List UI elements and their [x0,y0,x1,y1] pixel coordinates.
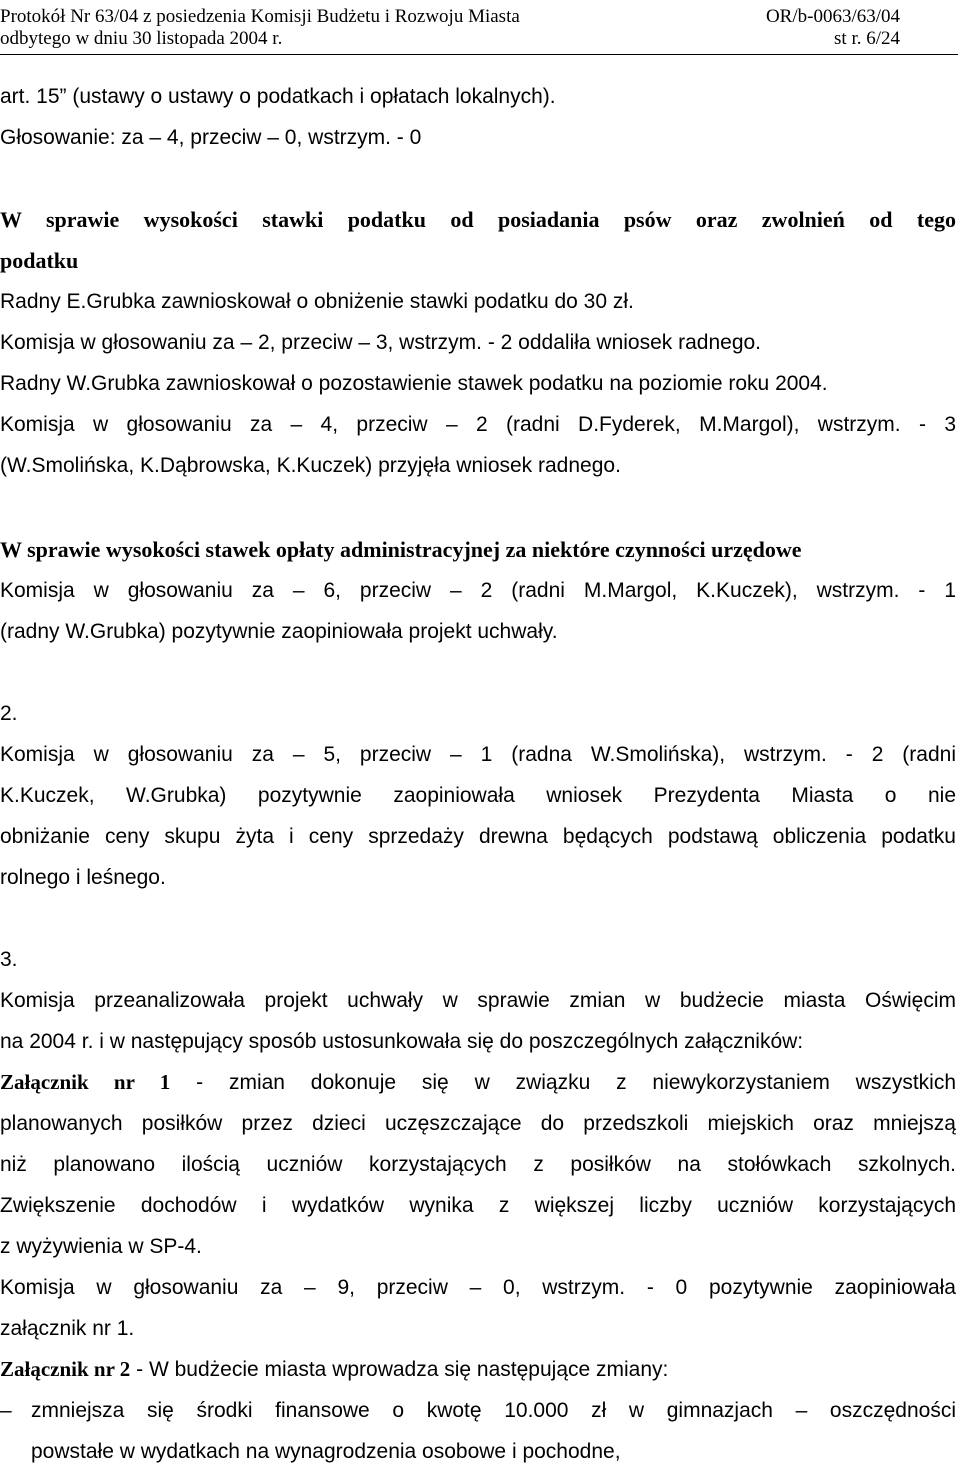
section-heading-admin-fee: W sprawie wysokości stawek opłaty administracyjnej za niektóre czynności urzędowe [0,537,802,562]
attachment-2-label: Załącznik nr 2 [0,1357,131,1381]
paragraph-art15: art. 15” (ustawy o ustawy o podatkach i opłatach lokalnych). [0,85,556,108]
attachment-1-line4: Zwiększenie dochodów i wydatków wynika z większej liczby uczniów korzystających [0,1194,956,1217]
vote-result-6-cont: załącznik nr 1. [0,1317,135,1340]
attachment-1-line5: z wyżywienia w SP-4. [0,1235,202,1258]
attachment-1-text: - zmian dokonuje się w związku z niewykorzystaniem wszystkich [170,1071,956,1094]
budget-analysis: Komisja przeanalizowała projekt uchwały w sprawie zmian w budżecie miasta Oświęcim [0,989,956,1012]
bullet-item-1 [0,1390,956,1431]
motion-wgrubka: Radny W.Grubka zawnioskował o pozostawienie stawek podatku na poziomie roku 2004. [0,372,828,395]
vote-result-5-cont1: K.Kuczek, W.Grubka) pozytywnie zaopiniowała wniosek Prezydenta Miasta o nie [0,784,956,807]
header-row-1 [0,6,958,28]
vote-result-1: Głosowanie: za – 4, przeciw – 0, wstrzym. - 0 [0,126,422,149]
header-title: Protokół Nr 63/04 z posiedzenia Komisji Budżetu i Rozwoju Miasta [0,6,520,27]
vote-result-3-cont: (W.Smolińska, K.Dąbrowska, K.Kuczek) przyjęła wniosek radnego. [0,454,621,477]
attachment-2-text: - W budżecie miasta wprowadza się następujące zmiany: [130,1358,669,1381]
attachment-1-line2: planowanych posiłków przez dzieci uczęszczające do przedszkoli miejskich oraz mniejszą [0,1112,956,1135]
bullet-item-1-line1: zmniejsza się środki finansowe o kwotę 10.000 zł w gimnazjach – oszczędności [31,1399,956,1422]
page-header [0,0,958,55]
vote-result-2: Komisja w głosowaniu za – 2, przeciw – 3, wstrzym. - 2 oddaliła wniosek radnego. [0,331,762,354]
header-date: odbytego w dniu 30 listopada 2004 r. [0,28,283,49]
header-page-number: st r. 6/24 [834,28,900,49]
bullet-item-1-line2: powstałe w wydatkach na wynagrodzenia osobowe i pochodne, [31,1440,621,1463]
vote-result-5-cont3: rolnego i leśnego. [0,866,166,889]
vote-result-6: Komisja w głosowaniu za – 9, przeciw – 0, wstrzym. - 0 pozytywnie zaopiniowała [0,1276,956,1299]
bullet-dash: – [0,1399,12,1422]
section-heading-dogs-tax: W sprawie wysokości stawki podatku od posiadania psów oraz zwolnień od tego [0,207,956,232]
attachment-2-intro [0,1349,956,1390]
budget-analysis-cont: na 2004 r. i w następujący sposób ustosunkowała się do poszczególnych załączników: [0,1030,804,1053]
vote-result-5: Komisja w głosowaniu za – 5, przeciw – 1 (radna W.Smolińska), wstrzym. - 2 (radni [0,743,956,766]
section-number-2: 2. [0,702,18,725]
header-doc-number: OR/b-0063/63/04 [765,6,900,27]
section-heading-dogs-tax-cont: podatku [0,248,79,273]
bullet-item-1-cont [0,1431,956,1472]
attachment-1-intro [0,1062,956,1103]
motion-egrubka: Radny E.Grubka zawnioskował o obniżenie stawki podatku do 30 zł. [0,290,634,313]
vote-result-5-cont2: obniżanie ceny skupu żyta i ceny sprzedaży drewna będących podstawą obliczenia podatku [0,825,956,848]
attachment-1-label: Załącznik nr 1 [0,1070,171,1094]
attachment-1-line3: niż planowano ilością uczniów korzystających z posiłków na stołówkach szkolnych. [0,1153,956,1176]
vote-result-4-cont: (radny W.Grubka) pozytywnie zaopiniowała projekt uchwały. [0,620,558,643]
vote-result-3: Komisja w głosowaniu za – 4, przeciw – 2 (radni D.Fyderek, M.Margol), wstrzym. - 3 [0,413,956,436]
section-number-3: 3. [0,948,18,971]
header-row-2 [0,28,958,50]
vote-result-4: Komisja w głosowaniu za – 6, przeciw – 2 (radni M.Margol, K.Kuczek), wstrzym. - 1 [0,579,956,602]
